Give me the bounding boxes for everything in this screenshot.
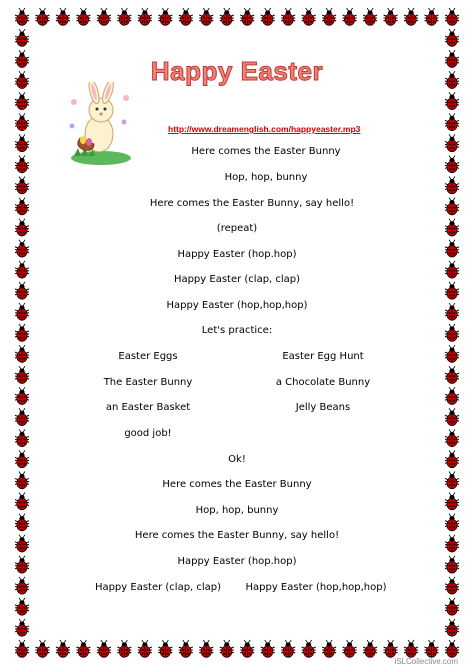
ladybug-icon: [15, 556, 29, 573]
ladybug-icon: [15, 324, 29, 341]
ladybug-icon: [56, 640, 70, 657]
ladybug-icon: [15, 514, 29, 531]
ladybug-icon: [15, 282, 29, 299]
ladybug-icon: [322, 8, 336, 25]
ladybug-icon: [15, 113, 29, 130]
song-line: Let's practice:: [201, 325, 273, 336]
ladybug-icon: [445, 577, 459, 594]
vocab-item: an Easter Basket: [105, 402, 191, 413]
song-line: Hop, hop, bunny: [195, 505, 279, 516]
ladybug-icon: [445, 198, 459, 215]
ladybug-icon: [302, 8, 316, 25]
ladybug-icon: [15, 450, 29, 467]
ladybug-icon: [281, 640, 295, 657]
ladybug-icon: [35, 8, 49, 25]
ladybug-icon: [97, 8, 111, 25]
ladybug-icon: [220, 640, 234, 657]
song-line: Happy Easter (hop.hop): [177, 249, 297, 260]
ladybug-icon: [179, 8, 193, 25]
ladybug-icon: [15, 177, 29, 194]
ladybug-icon: [445, 303, 459, 320]
ladybug-icon: [15, 366, 29, 383]
song-line: (repeat): [216, 223, 258, 234]
ladybug-icon: [445, 92, 459, 109]
ladybug-icon: [117, 640, 131, 657]
ladybug-icon: [445, 366, 459, 383]
ladybug-icon: [117, 8, 131, 25]
song-line: Happy Easter (hop.hop): [177, 556, 297, 567]
song-line: Happy Easter (clap, clap): [94, 582, 222, 593]
ladybug-icon: [404, 640, 418, 657]
ladybug-icon: [302, 640, 316, 657]
song-line: Hop, hop, bunny: [224, 172, 308, 183]
ladybug-icon: [343, 8, 357, 25]
ladybug-icon: [445, 450, 459, 467]
ladybug-icon: [15, 219, 29, 236]
ladybug-icon: [15, 8, 29, 25]
vocab-item: Easter Eggs: [118, 351, 178, 362]
ladybug-icon: [158, 640, 172, 657]
song-line: Happy Easter (hop,hop,hop): [245, 582, 387, 593]
ladybug-icon: [15, 577, 29, 594]
ladybug-icon: [384, 640, 398, 657]
ladybug-icon: [281, 8, 295, 25]
ladybug-icon: [261, 8, 275, 25]
song-line: Happy Easter (hop,hop,hop): [166, 300, 308, 311]
ladybug-icon: [322, 640, 336, 657]
ladybug-icon: [445, 155, 459, 172]
ladybug-icon: [15, 29, 29, 46]
ladybug-icon: [445, 282, 459, 299]
watermark: iSLCollective.com: [394, 657, 458, 666]
ladybug-icon: [15, 261, 29, 278]
ladybug-icon: [425, 8, 439, 25]
ladybug-icon: [445, 240, 459, 257]
ladybug-icon: [445, 345, 459, 362]
ladybug-icon: [15, 619, 29, 636]
ladybug-icon: [445, 598, 459, 615]
ladybug-icon: [445, 113, 459, 130]
ladybug-icon: [445, 324, 459, 341]
ladybug-icon: [15, 92, 29, 109]
ladybug-icon: [15, 640, 29, 657]
ladybug-icon: [15, 134, 29, 151]
ladybug-icon: [35, 640, 49, 657]
ladybug-icon: [138, 8, 152, 25]
ladybug-icon: [15, 408, 29, 425]
ladybug-icon: [199, 640, 213, 657]
worksheet-title: Happy Easter: [150, 56, 324, 86]
ladybug-icon: [56, 8, 70, 25]
song-line: Here comes the Easter Bunny, say hello!: [134, 530, 340, 541]
ladybug-icon: [445, 556, 459, 573]
ladybug-icon: [445, 29, 459, 46]
ladybug-icon: [445, 177, 459, 194]
ladybug-icon: [343, 640, 357, 657]
song-line: Here comes the Easter Bunny: [162, 479, 312, 490]
ladybug-icon: [445, 261, 459, 278]
ladybug-icon: [384, 8, 398, 25]
easter-bunny-illustration: [66, 82, 136, 166]
ladybug-icon: [404, 8, 418, 25]
ladybug-icon: [15, 345, 29, 362]
audio-link[interactable]: http://www.dreamenglish.com/happyeaster.mp3: [168, 124, 361, 134]
ladybug-icon: [445, 619, 459, 636]
ladybug-icon: [240, 8, 254, 25]
ladybug-icon: [445, 387, 459, 404]
ladybug-icon: [445, 408, 459, 425]
ladybug-icon: [445, 471, 459, 488]
ladybug-icon: [445, 134, 459, 151]
ladybug-icon: [76, 8, 90, 25]
ladybug-icon: [15, 155, 29, 172]
ladybug-icon: [445, 535, 459, 552]
ladybug-icon: [97, 640, 111, 657]
ladybug-icon: [15, 535, 29, 552]
ladybug-icon: [15, 198, 29, 215]
ladybug-icon: [445, 514, 459, 531]
ladybug-icon: [15, 303, 29, 320]
vocab-item: Jelly Beans: [295, 402, 351, 413]
ladybug-icon: [179, 640, 193, 657]
ladybug-icon: [261, 640, 275, 657]
ladybug-icon: [15, 387, 29, 404]
ladybug-icon: [199, 8, 213, 25]
ladybug-icon: [15, 493, 29, 510]
song-line: Here comes the Easter Bunny: [191, 146, 341, 157]
ladybug-icon: [425, 640, 439, 657]
ladybug-icon: [138, 640, 152, 657]
ladybug-icon: [363, 8, 377, 25]
ladybug-icon: [15, 240, 29, 257]
song-line: Ok!: [228, 454, 246, 465]
song-line: Happy Easter (clap, clap): [173, 274, 301, 285]
ladybug-icon: [363, 640, 377, 657]
vocab-item: The Easter Bunny: [103, 377, 193, 388]
ladybug-icon: [240, 640, 254, 657]
vocab-item: good job!: [124, 428, 172, 439]
ladybug-icon: [445, 640, 459, 657]
ladybug-icon: [445, 219, 459, 236]
ladybug-icon: [15, 429, 29, 446]
ladybug-icon: [158, 8, 172, 25]
ladybug-icon: [445, 429, 459, 446]
ladybug-icon: [445, 493, 459, 510]
song-line: Here comes the Easter Bunny, say hello!: [149, 198, 355, 209]
ladybug-icon: [445, 8, 459, 25]
ladybug-icon: [76, 640, 90, 657]
vocab-item: a Chocolate Bunny: [275, 377, 371, 388]
ladybug-icon: [15, 471, 29, 488]
vocab-item: Easter Egg Hunt: [282, 351, 364, 362]
ladybug-icon: [15, 598, 29, 615]
ladybug-icon: [220, 8, 234, 25]
